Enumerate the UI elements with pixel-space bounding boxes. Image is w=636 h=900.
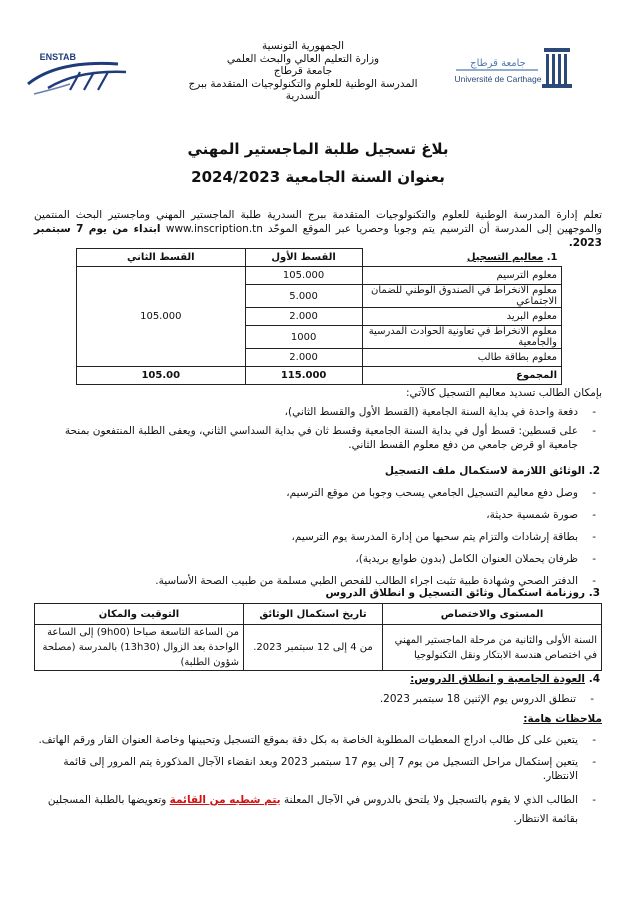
payment-list <box>34 405 602 452</box>
list-item: - الدفتر الصحي وشهادة طبية تثبت اجراء الطالب للفحص الطبي مسلمة من طبيب الصحة الأساسية. <box>34 574 602 588</box>
schedule-table <box>34 603 602 671</box>
schedule-level: السنة الأولى والثانية من مرحلة الماجستير المهني في اختصاص هندسة الابتكار ونقل التكنولوجيا <box>383 625 602 671</box>
table-row <box>35 625 602 671</box>
fee-label: معلوم الانخراط في الصندوق الوطني للضمان الاجتماعي <box>362 285 561 308</box>
header <box>0 40 636 110</box>
list-item: - صورة شمسية حديثة، <box>34 508 602 522</box>
schedule-number: 3. <box>588 587 600 599</box>
note-last-a: الطالب الذي لا يقوم بالتسجيل ولا يلتحق بالدروس في الآجال المعلنة <box>280 794 578 806</box>
fee-label: معلوم الانخراط في تعاونية الحوادث المدرسية والجامعية <box>362 326 561 349</box>
schedule-heading <box>34 586 600 600</box>
fees-total-row <box>77 367 562 385</box>
payment-intro: بإمكان الطالب تسديد معاليم التسجيل كالآتي: <box>405 387 602 399</box>
table-row <box>77 267 562 285</box>
fee-value: 5.000 <box>245 285 362 308</box>
return-list <box>34 692 600 706</box>
header-line-ministry: وزارة التعليم العالي والبحث العلمي <box>226 52 380 65</box>
documents-number: 2. <box>588 465 600 477</box>
list-item: - على قسطين: قسط أول في بداية السنة الجامعية وقسط ثان في بداية السداسي الثاني، ويعفى الطلبة المنتفعون بمنحة جامعية او قرض جامعي من دفع معلوم القسط الثاني. <box>34 424 602 452</box>
enstab-logo <box>18 44 138 102</box>
schedule-title: روزنامة استكمال وثائق التسجيل و انطلاق الدروس <box>325 587 586 599</box>
document-title <box>0 135 636 191</box>
documents-title: الوثائق اللازمة لاستكمال ملف التسجيل <box>384 465 586 477</box>
list-item: - يتعين على كل طالب ادراج المعطيات المطلوبة الخاصة به بكل دقة بموقع التسجيل وتحيينها وخاصة العنوان القار ورقم الهاتف. <box>34 733 602 747</box>
return-number: 4. <box>588 673 600 685</box>
note-last-b: وتعويضها بالطلبة المسجلين بقائمة الانتظار. <box>47 794 578 825</box>
header-text <box>170 40 436 103</box>
return-title: العودة الجامعية و انطلاق الدروس: <box>410 673 586 685</box>
notes-list <box>34 733 602 829</box>
schedule-date: من 4 إلى 12 سبتمبر 2023. <box>244 625 383 671</box>
fees-section-number: 1. <box>546 251 558 263</box>
list-item: - ظرفان يحملان العنوان الكامل (بدون طوابع بريدية)، <box>34 552 602 566</box>
list-item: - دفعة واحدة في بداية السنة الجامعية (القسط الأول والقسط الثاني)، <box>34 405 602 419</box>
list-item: - بطاقة إرشادات والتزام يتم سحبها من إدارة المدرسة يوم الترسيم، <box>34 530 602 544</box>
documents-heading <box>34 464 602 478</box>
fee-value: 2.000 <box>245 308 362 326</box>
carthage-logo-text: Université de Carthage <box>454 74 542 84</box>
intro-text-2: ابتداء من يوم 7 سبتمبر 2023. <box>34 223 602 249</box>
notes-section <box>34 712 602 829</box>
schedule-col-level: المستوى والاختصاص <box>383 604 602 625</box>
fees-col-first: القسط الأول <box>245 249 362 267</box>
note-striking-highlight: يتم شطبه من القائمة <box>169 794 281 806</box>
payment-section <box>34 386 602 452</box>
title-line-1: بلاغ تسجيل طلبة الماجستير المهني <box>187 140 449 158</box>
documents-section <box>34 464 602 588</box>
fee-label: معلوم البريد <box>362 308 561 326</box>
fees-table <box>76 248 562 385</box>
fee-label: معلوم بطاقة طالب <box>362 349 561 367</box>
header-line-university: جامعة قرطاج <box>273 65 333 77</box>
header-line-republic: الجمهورية التونسية <box>262 40 344 52</box>
fee-value: 105.000 <box>245 267 362 285</box>
second-installment-value: 105.000 <box>77 267 246 367</box>
fees-total-second: 105.00 <box>77 367 246 385</box>
intro-paragraph <box>34 208 602 250</box>
list-item <box>34 791 602 829</box>
fee-value: 1000 <box>245 326 362 349</box>
list-item: - وصل دفع معاليم التسجيل الجامعي يسحب وجوبا من موقع الترسيم، <box>34 486 602 500</box>
notes-title: ملاحظات هامة: <box>523 713 602 725</box>
list-item: - تنطلق الدروس يوم الإثنين 18 سبتمبر 2023. <box>34 692 600 706</box>
fees-total-label: المجموع <box>362 367 561 385</box>
list-item: - يتعين إستكمال مراحل التسجيل من يوم 7 إلى يوم 17 سبتمبر 2023 وبعد انقضاء الآجال المذكورة يتم المرور إلى قائمة الانتظار. <box>34 755 602 783</box>
fees-section-heading <box>362 249 561 267</box>
fee-value: 2.000 <box>245 349 362 367</box>
schedule-col-date: تاريخ استكمال الوثائق <box>244 604 383 625</box>
return-heading <box>34 672 600 686</box>
return-section <box>34 672 600 706</box>
fees-total-first: 115.000 <box>245 367 362 385</box>
header-line-school: المدرسة الوطنية للعلوم والتكنولوجيات المتقدمة ببرج السدرية <box>188 77 418 102</box>
fees-col-second: القسط الثاني <box>77 249 246 267</box>
inscription-site-link[interactable]: www.inscription.tn <box>165 223 263 235</box>
fee-label: معلوم الترسيم <box>362 267 561 285</box>
svg-text:جامعة قرطاج: جامعة قرطاج <box>470 58 526 69</box>
intro-text-1: تعلم إدارة المدرسة الوطنية للعلوم والتكنولوجيات المتقدمة ببرج السدرية طلبة الماجستير المهني وماجستير البحث المنتمين والموجهين إلى المدرسة أن الترسيم يتم وجوبا وحصريا عبر الموقع الموحّد <box>34 209 602 235</box>
documents-list <box>34 486 602 588</box>
schedule-col-time: التوقيت والمكان <box>35 604 244 625</box>
fees-section-title: معاليم التسجيل <box>466 251 544 263</box>
schedule-time-place: من الساعة التاسعة صباحا (9h00) إلى الساعة الواحدة بعد الزوال (13h30) بالمدرسة (مصلحة شؤون الطلبة) <box>35 625 244 671</box>
enstab-logo-text: ENSTAB <box>39 52 76 62</box>
carthage-logo <box>452 40 574 100</box>
title-line-2: بعنوان السنة الجامعية 2024/2023 <box>191 168 445 186</box>
